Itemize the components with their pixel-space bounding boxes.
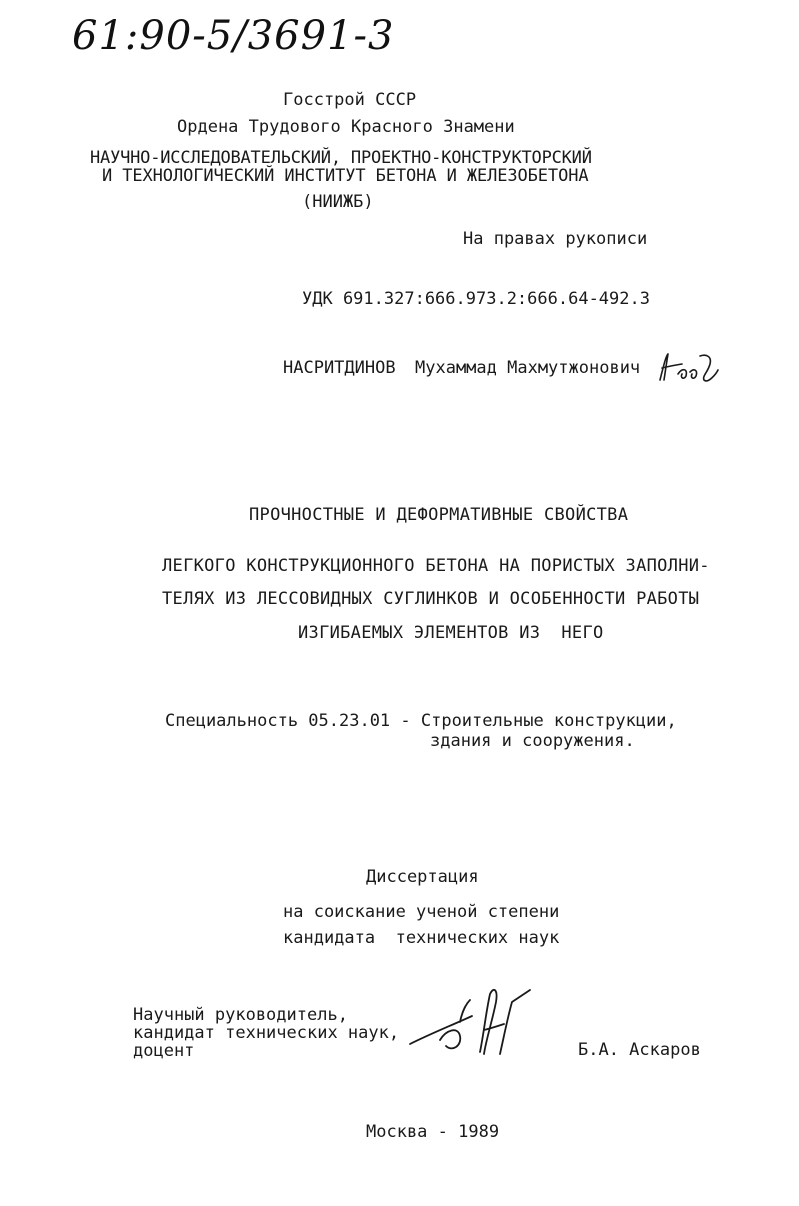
archive-number: 61:90-5/3691-3 [72,13,395,59]
title-line-2: ЛЕГКОГО КОНСТРУКЦИОННОГО БЕТОНА НА ПОРИСТЫХ ЗАПОЛНИ- [162,556,710,576]
header-line-2: Ордена Трудового Красного Знамени [177,117,515,137]
header-line-4: И ТЕХНОЛОГИЧЕСКИЙ ИНСТИТУТ БЕТОНА И ЖЕЛЕЗОБЕТОНА [102,166,589,186]
author-name: Мухаммад Махмутжонович [415,358,641,378]
specialty-line-1: Специальность 05.23.01 - Строительные конструкции, [165,711,677,731]
supervisor-line-1: Научный руководитель, [133,1005,348,1025]
author-signature [656,350,726,386]
udc-code: УДК 691.327:666.973.2:666.64-492.3 [302,289,650,309]
supervisor-name: Б.А. Аскаров [578,1040,701,1060]
title-line-1: ПРОЧНОСТНЫЕ И ДЕФОРМАТИВНЫЕ СВОЙСТВА [249,505,629,525]
specialty-line-2: здания и сооружения. [430,731,635,751]
supervisor-line-3: доцент [133,1041,195,1061]
title-line-3: ТЕЛЯХ ИЗ ЛЕССОВИДНЫХ СУГЛИНКОВ И ОСОБЕННОСТИ РАБОТЫ [162,589,700,609]
supervisor-signature [400,982,550,1062]
author-surname: НАСРИТДИНОВ [283,358,396,378]
header-line-1: Госстрой СССР [283,90,417,110]
header-line-3: НАУЧНО-ИССЛЕДОВАТЕЛЬСКИЙ, ПРОЕКТНО-КОНСТРУКТОРСКИЙ [90,148,592,168]
supervisor-line-2: кандидат технических наук, [133,1023,400,1043]
header-line-5: (НИИЖБ) [302,192,374,212]
dissertation-degree-line-2: кандидата технических наук [283,928,560,948]
rights-notice: На правах рукописи [463,229,648,249]
title-line-4: ИЗГИБАЕМЫХ ЭЛЕМЕНТОВ ИЗ НЕГО [298,623,604,643]
dissertation-degree-line-1: на соискание ученой степени [283,902,560,922]
place-and-year: Москва - 1989 [366,1122,500,1142]
dissertation-label: Диссертация [366,867,479,887]
